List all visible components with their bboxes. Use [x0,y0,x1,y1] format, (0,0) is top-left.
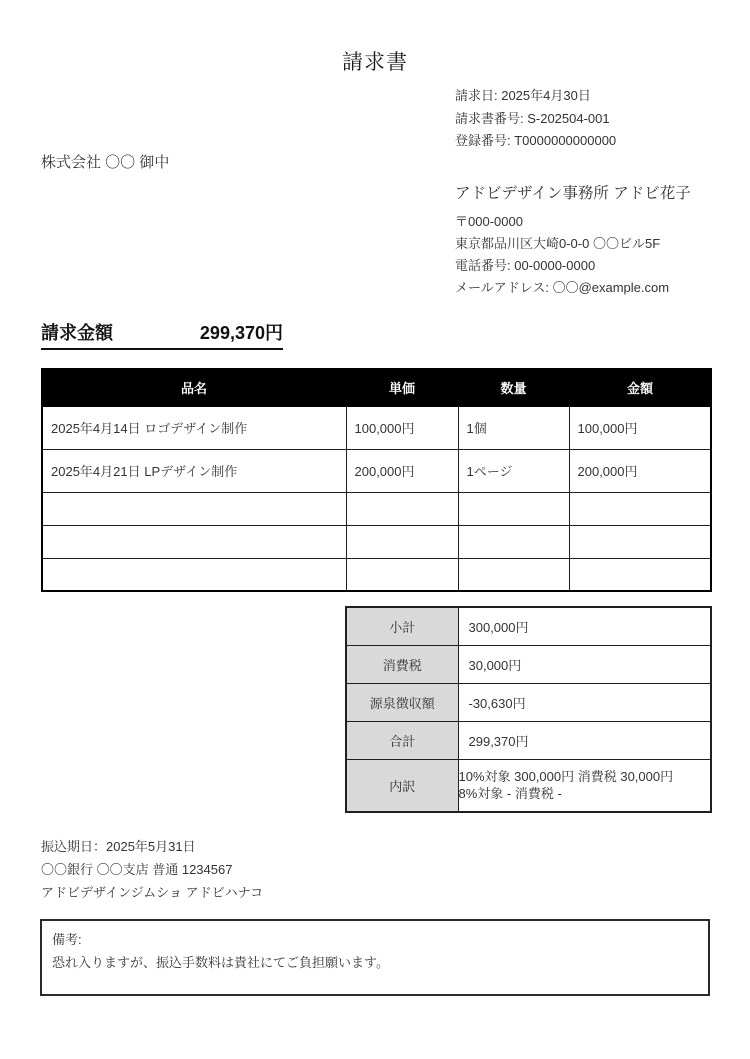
breakdown-value [458,759,711,812]
subtotal-value: 300,000円 [458,607,711,645]
breakdown-row [346,759,711,812]
billed-amount-label: 請求金額 [41,323,113,343]
remarks-label: 備考: [52,932,82,947]
summary-table [345,606,712,813]
quantity-cell [458,525,569,558]
total-label: 合計 [346,721,458,759]
quantity-cell: 1個 [458,406,569,449]
tax-row [346,645,711,683]
sender-address: 東京都品川区大崎0-0-0 〇〇ビル5F [455,236,661,251]
sender-postal-code: 〒000-0000 [455,214,523,229]
quantity-cell [458,558,569,591]
registration-number: 登録番号: T0000000000000 [455,133,617,148]
col-header-quantity: 数量 [458,369,569,406]
table-row [42,558,711,591]
col-header-amount: 金額 [569,369,711,406]
invoice-meta-block [455,85,616,153]
item-name-cell [42,558,346,591]
withholding-label: 源泉徴収額 [346,683,458,721]
tax-value: 30,000円 [458,645,711,683]
invoice-title: 請求書 [342,51,408,74]
amount-cell [569,558,711,591]
item-name-cell: 2025年4月21日 LPデザイン制作 [42,449,346,492]
items-table [41,368,712,592]
col-header-item-name: 品名 [42,369,346,406]
unit-price-cell [346,492,458,525]
payment-due-date: 振込期日：2025年5月31日 [41,839,196,854]
items-header-row [42,369,711,406]
invoice-number: 請求書番号: S-202504-001 [455,110,610,126]
withholding-value: -30,630円 [458,683,711,721]
bank-account: 〇〇銀行 〇〇支店 普通 1234567 [41,862,233,877]
unit-price-cell: 100,000円 [346,406,458,449]
breakdown-line-10pct: 10%対象 300,000円 消費税 30,000円 [458,769,674,785]
unit-price-cell: 200,000円 [346,449,458,492]
table-row [42,406,711,449]
recipient-name: 株式会社 〇〇 御中 [41,154,170,171]
quantity-cell [458,492,569,525]
total-row [346,721,711,759]
unit-price-cell [346,558,458,591]
breakdown-label: 内訳 [346,759,458,812]
amount-cell [569,525,711,558]
amount-cell: 100,000円 [569,406,711,449]
billed-amount-value: 299,370円 [199,323,283,343]
sender-email: メールアドレス: 〇〇@example.com [455,280,670,295]
issue-date: 請求日: 2025年4月30日 [455,88,591,103]
sender-block [455,181,691,299]
amount-cell: 200,000円 [569,449,711,492]
sender-phone: 電話番号: 00-0000-0000 [455,258,596,273]
quantity-cell: 1ページ [458,449,569,492]
table-row [42,525,711,558]
amount-cell [569,492,711,525]
payment-block [41,835,263,904]
table-row [42,449,711,492]
remarks-box [40,919,710,996]
breakdown-line-8pct: 8%対象 - 消費税 - [458,786,562,802]
item-name-cell [42,525,346,558]
unit-price-cell [346,525,458,558]
tax-label: 消費税 [346,645,458,683]
item-name-cell [42,492,346,525]
table-row [42,492,711,525]
remarks-text: 恐れ入りますが、振込手数料は貴社にてご負担願います。 [52,955,389,970]
account-holder: アドビデザインジムショ アドビハナコ [41,885,264,900]
col-header-unit-price: 単価 [346,369,458,406]
subtotal-label: 小計 [346,607,458,645]
subtotal-row [346,607,711,645]
sender-name: アドビデザイン事務所 アドビ花子 [455,185,691,202]
billed-amount [41,319,283,350]
withholding-row [346,683,711,721]
total-value: 299,370円 [458,721,711,759]
item-name-cell: 2025年4月14日 ロゴデザイン制作 [42,406,346,449]
